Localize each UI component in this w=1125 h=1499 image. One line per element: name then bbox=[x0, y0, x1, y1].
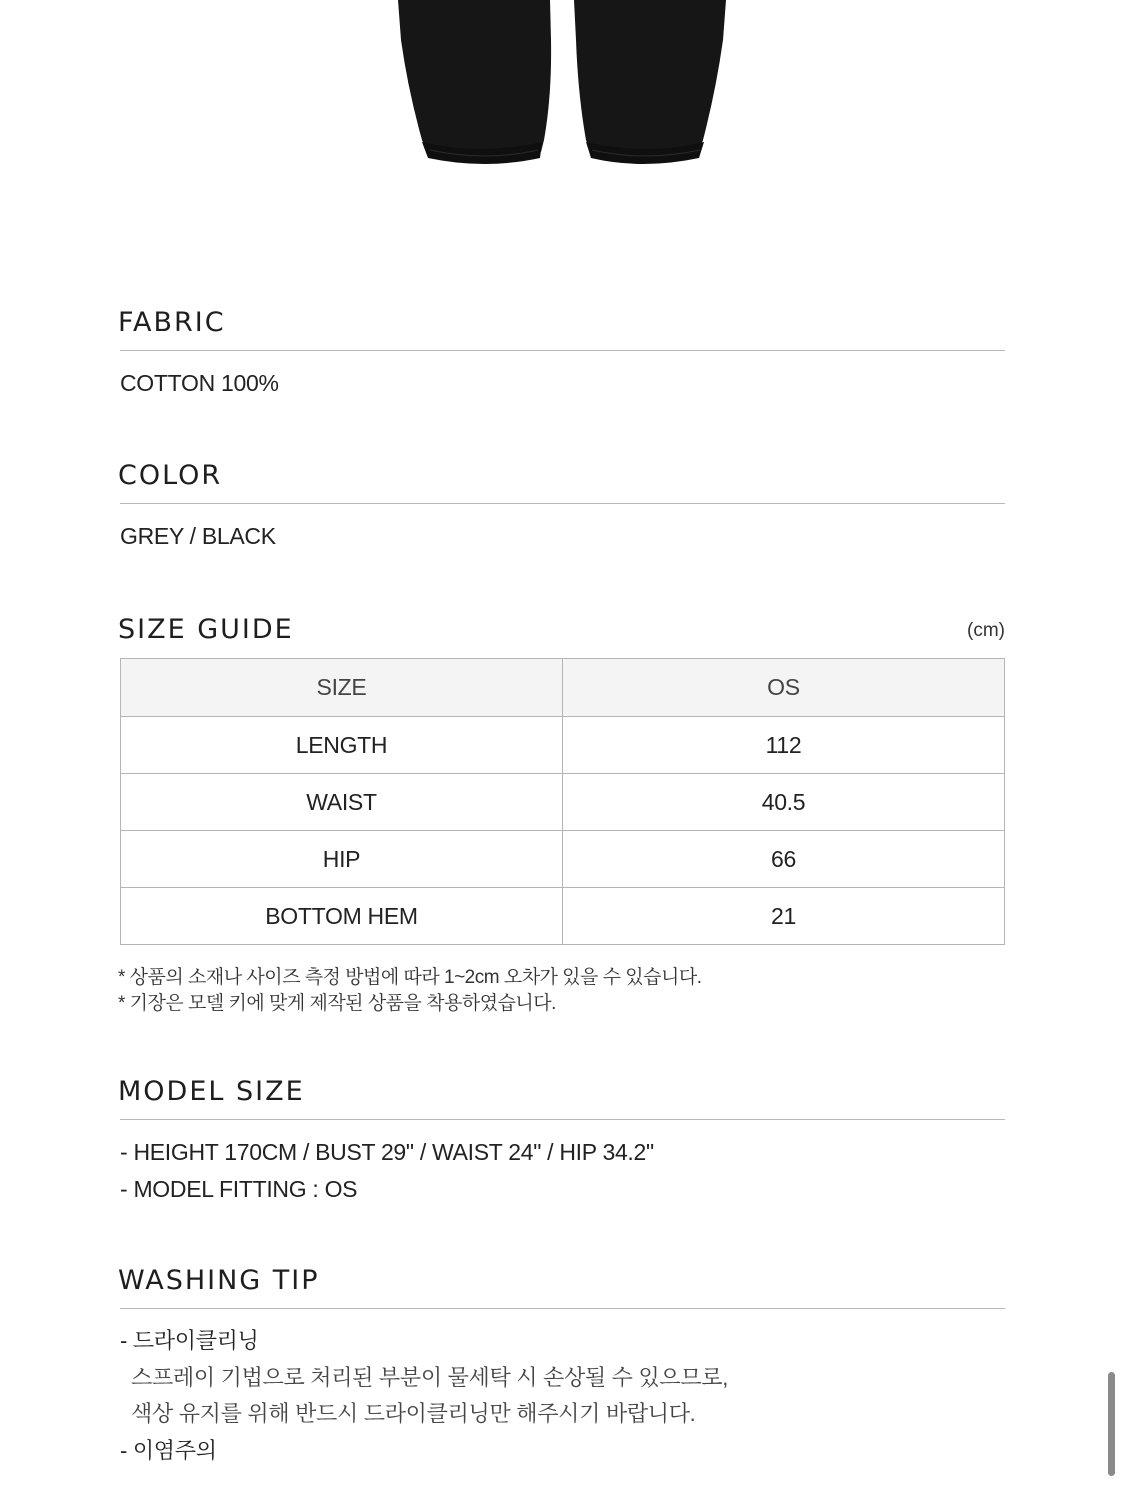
fabric-divider bbox=[120, 350, 1005, 351]
washing-tip-item: - 이염주의 bbox=[120, 1438, 217, 1463]
washing-tip-detail: 색상 유지를 위해 반드시 드라이클리닝만 해주시기 바랍니다. bbox=[131, 1401, 696, 1426]
color-divider bbox=[120, 503, 1005, 504]
washing-tip-divider bbox=[120, 1308, 1005, 1309]
left-pant-leg bbox=[398, 0, 551, 164]
model-size-line: - HEIGHT 170CM / BUST 29" / WAIST 24" / HIP 34.2" bbox=[120, 1139, 654, 1165]
table-row bbox=[121, 831, 1005, 888]
table-header-cell: SIZE bbox=[121, 659, 563, 717]
table-cell-value: 21 bbox=[563, 888, 1005, 945]
table-row bbox=[121, 774, 1005, 831]
right-pant-leg bbox=[574, 0, 726, 164]
table-cell-label: WAIST bbox=[121, 774, 563, 831]
washing-tip-detail: 스프레이 기법으로 처리된 부분이 물세탁 시 손상될 수 있으므로, bbox=[131, 1365, 729, 1390]
table-cell-label: HIP bbox=[121, 831, 563, 888]
washing-tip-title: WASHING TIP bbox=[118, 1265, 320, 1296]
table-cell-label: BOTTOM HEM bbox=[121, 888, 563, 945]
table-row bbox=[121, 888, 1005, 945]
size-note: * 기장은 모델 키에 맞게 제작된 상품을 착용하였습니다. bbox=[118, 993, 556, 1014]
fabric-title: FABRIC bbox=[118, 307, 226, 338]
table-cell-value: 66 bbox=[563, 831, 1005, 888]
size-table bbox=[120, 658, 1005, 945]
washing-tip-item: - 드라이클리닝 bbox=[120, 1328, 259, 1353]
model-size-divider bbox=[120, 1119, 1005, 1120]
table-cell-value: 112 bbox=[563, 717, 1005, 774]
unit-label: (cm) bbox=[967, 620, 1005, 641]
color-value: GREY / BLACK bbox=[120, 523, 276, 549]
table-cell-value: 40.5 bbox=[563, 774, 1005, 831]
table-header-cell: OS bbox=[563, 659, 1005, 717]
scrollbar[interactable] bbox=[1108, 1372, 1115, 1476]
table-row bbox=[121, 717, 1005, 774]
model-size-title: MODEL SIZE bbox=[118, 1076, 305, 1107]
color-title: COLOR bbox=[118, 460, 223, 491]
size-note: * 상품의 소재나 사이즈 측정 방법에 따라 1~2cm 오차가 있을 수 있습니다. bbox=[118, 967, 702, 988]
model-size-line: - MODEL FITTING : OS bbox=[120, 1176, 358, 1202]
size-guide-title: SIZE GUIDE bbox=[118, 614, 294, 645]
fabric-value: COTTON 100% bbox=[120, 370, 279, 396]
table-cell-label: LENGTH bbox=[121, 717, 563, 774]
product-image bbox=[0, 0, 1125, 200]
table-header-row bbox=[121, 659, 1005, 717]
